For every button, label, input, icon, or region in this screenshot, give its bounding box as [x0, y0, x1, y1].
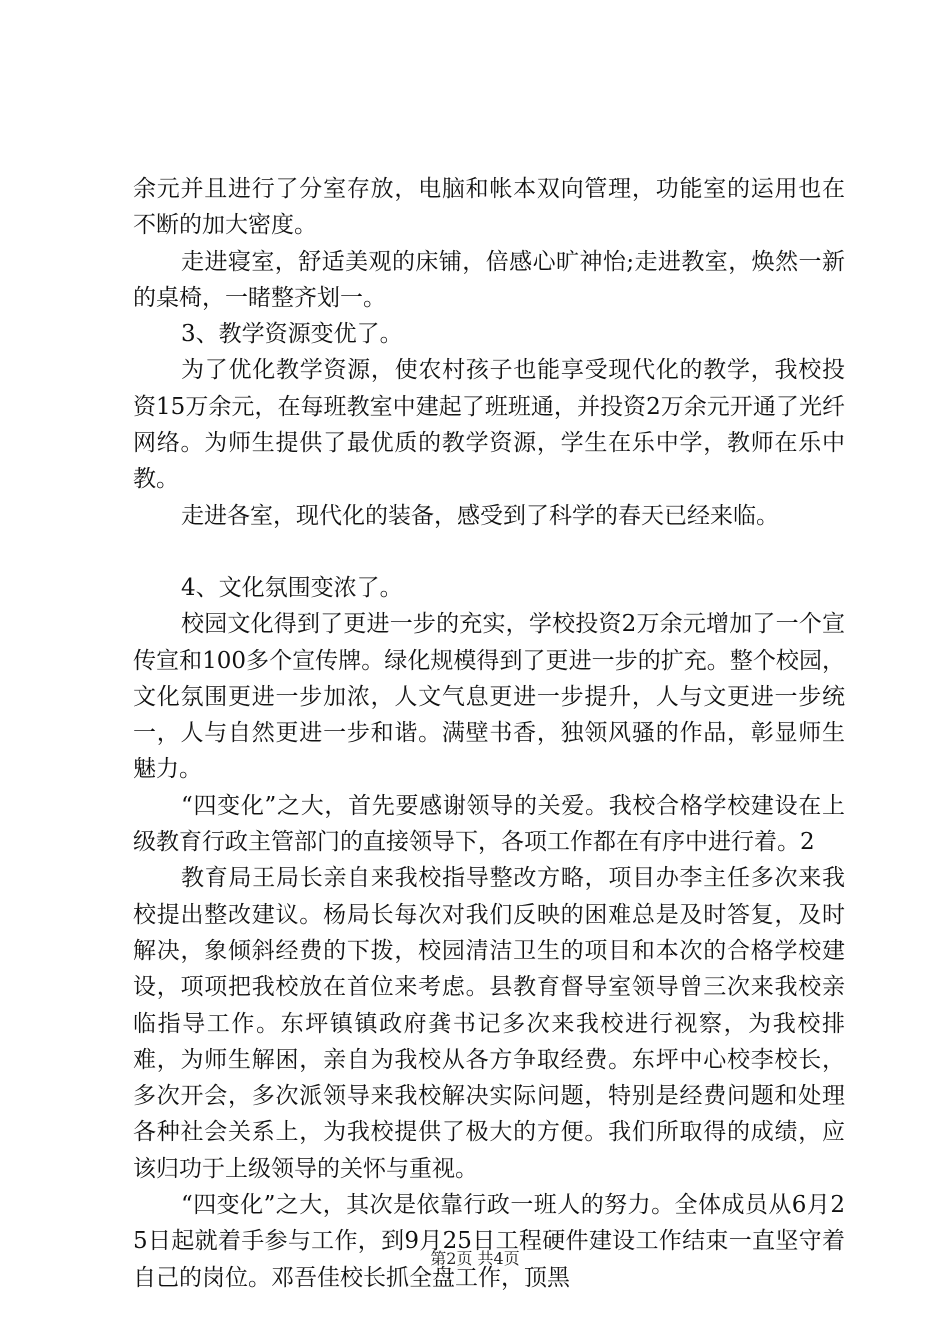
paragraph-dormitory-classroom: 走进寝室，舒适美观的床铺，倍感心旷神怡;走进教室，焕然一新的桌椅，一睹整齐划一。 [133, 248, 845, 311]
paragraph-continuation: 余元并且进行了分室存放，电脑和帐本双向管理，功能室的运用也在不断的加大密度。 [133, 176, 845, 239]
section-heading-culture: 4、文化氛围变浓了。 [181, 574, 403, 601]
paragraph-leadership-details: 教育局王局长亲自来我校指导整改方略，项目办李主任多次来我校提出整改建议。杨局长每次对我们反映的困难总是及时答复，及时解决，象倾斜经费的下拨，校园清洁卫生的项目和本次的合格学校建设，项项把我校放在首位来考虑。县教育督导室领导曾三次来我校亲临指导工作。东坪镇镇政府龚书记多次来我校进行视察，为我校排难，为师生解困，亲自为我校从各方争取经费。东坪中心校李校长，多次开会，多次派领导来我校解决实际问题，特别是经费问题和处理各种社会关系上，为我校提供了极大的方便。我们所取得的成绩，应该归功于上级领导的关怀与重视。 [133, 865, 845, 1182]
paragraph-teaching-resources: 为了优化教学资源，使农村孩子也能享受现代化的教学，我校投资15万余元，在每班教室中建起了班班通，并投资2万余元开通了光纤网络。为师生提供了最优质的教学资源，学生在乐中学，教师在乐中教。 [133, 357, 845, 493]
paragraph-leadership-care: “四变化”之大，首先要感谢领导的关爱。我校合格学校建设在上级教育行政主管部门的直接领导下，各项工作都在有序中进行着。2 [133, 792, 845, 856]
paragraph-administrative-team: “四变化”之大，其次是依靠行政一班人的努力。全体成员从6月25日起就着手参与工作，到9月25日工程硬件建设工作结束一直坚守着自己的岗位。邓吾佳校长抓全盘工作，顶黑 [133, 1192, 845, 1291]
paragraph-campus-culture: 校园文化得到了更进一步的充实，学校投资2万余元增加了一个宣传宣和100多个宣传牌。绿化规模得到了更进一步的扩充。整个校园，文化氛围更进一步加浓，人文气息更进一步提升，人与文更进一步统一，人与自然更进一步和谐。满壁书香，独领风骚的作品，彰显师生魅力。 [133, 611, 845, 783]
section-heading-teaching-resources: 3、教学资源变优了。 [181, 321, 403, 348]
paragraph-modern-equipment: 走进各室，现代化的装备，感受到了科学的春天已经来临。 [181, 502, 779, 529]
page-number-footer: 第2页 共4页 [430, 1249, 520, 1268]
document-body [133, 171, 845, 1296]
